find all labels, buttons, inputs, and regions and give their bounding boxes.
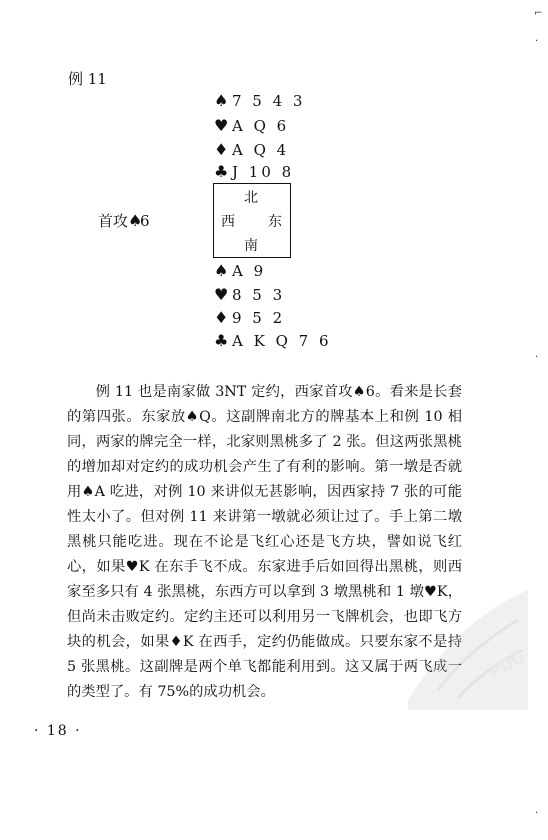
south-clubs: ♣ A K Q 7 6 [214, 331, 332, 350]
north-spades: ♠ 7 5 4 3 [214, 91, 306, 110]
heart-icon: ♥ [214, 116, 229, 135]
heart-icon: ♥ [214, 285, 229, 304]
club-icon: ♣ [214, 162, 229, 181]
spade-icon: ♠ [128, 211, 143, 230]
paragraph-text: 例 11 也是南家做 3NT 定约，西家首攻♠6。看来是长套的第四张。东家放♠Q。这副牌南北方的牌基本上和例 10 相同，两家的牌完全一样，北家则黑桃多了 2 张。但这两张黑桃的增加却对定约的成功机会产生了有利的影响。第一墩是否就用♠A 吃进，对例 10 来讲似无甚影响，因西家持 7 张的可能性太小了。但对例 11 来讲第一墩就必须让过了。手上第二墩黑桃只能吃进。现在不论是飞红心还是飞方块，譬如说飞红心，如果♥K 在东手飞不成。东家进手后如回得出黑桃，则西家至多只有 4 张黑桃，东西方可以拿到 3 墩黑桃和 1 墩♥K，但尚未击败定约。定约主还可以利用另一飞牌机会，也即飞方块的机会，如果♦K 在西手，定约仍能做成。只要东家不是持 5 张黑桃。这副牌是两个单飞都能利用到。这又属于两飞成一的类型了。有 75%的成功机会。 [67, 384, 462, 700]
north-diamonds: ♦ A Q 4 [214, 140, 290, 159]
south-hearts: ♥ 8 5 3 [214, 285, 286, 304]
page-number: · 18 · [34, 723, 82, 739]
north-hearts: ♥ A Q 6 [214, 116, 290, 135]
diamond-icon: ♦ [214, 140, 229, 159]
opening-lead: 首攻♠6 [98, 211, 150, 230]
club-icon: ♣ [214, 331, 229, 350]
compass-south: 南 [244, 238, 258, 254]
spade-icon: ♠ [214, 91, 229, 110]
scan-mark: · [535, 36, 539, 47]
compass-north: 北 [244, 190, 258, 206]
watermark-icon [398, 580, 538, 710]
scan-mark: · [535, 808, 539, 819]
south-diamonds: ♦ 9 5 2 [214, 308, 286, 327]
watermark-text: PDG [485, 646, 529, 683]
south-spades: ♠ A 9 [214, 261, 267, 280]
scan-mark: ⌐ [534, 8, 543, 19]
spade-icon: ♠ [214, 261, 229, 280]
scan-mark: · [535, 352, 539, 363]
watermark-seal [398, 580, 538, 710]
north-clubs: ♣ J 10 8 [214, 162, 295, 181]
compass-box [213, 183, 291, 258]
compass-west: 西 [221, 214, 235, 230]
diamond-icon: ♦ [214, 308, 229, 327]
example-title: 例 11 [68, 70, 107, 88]
compass-east: 东 [268, 214, 282, 230]
